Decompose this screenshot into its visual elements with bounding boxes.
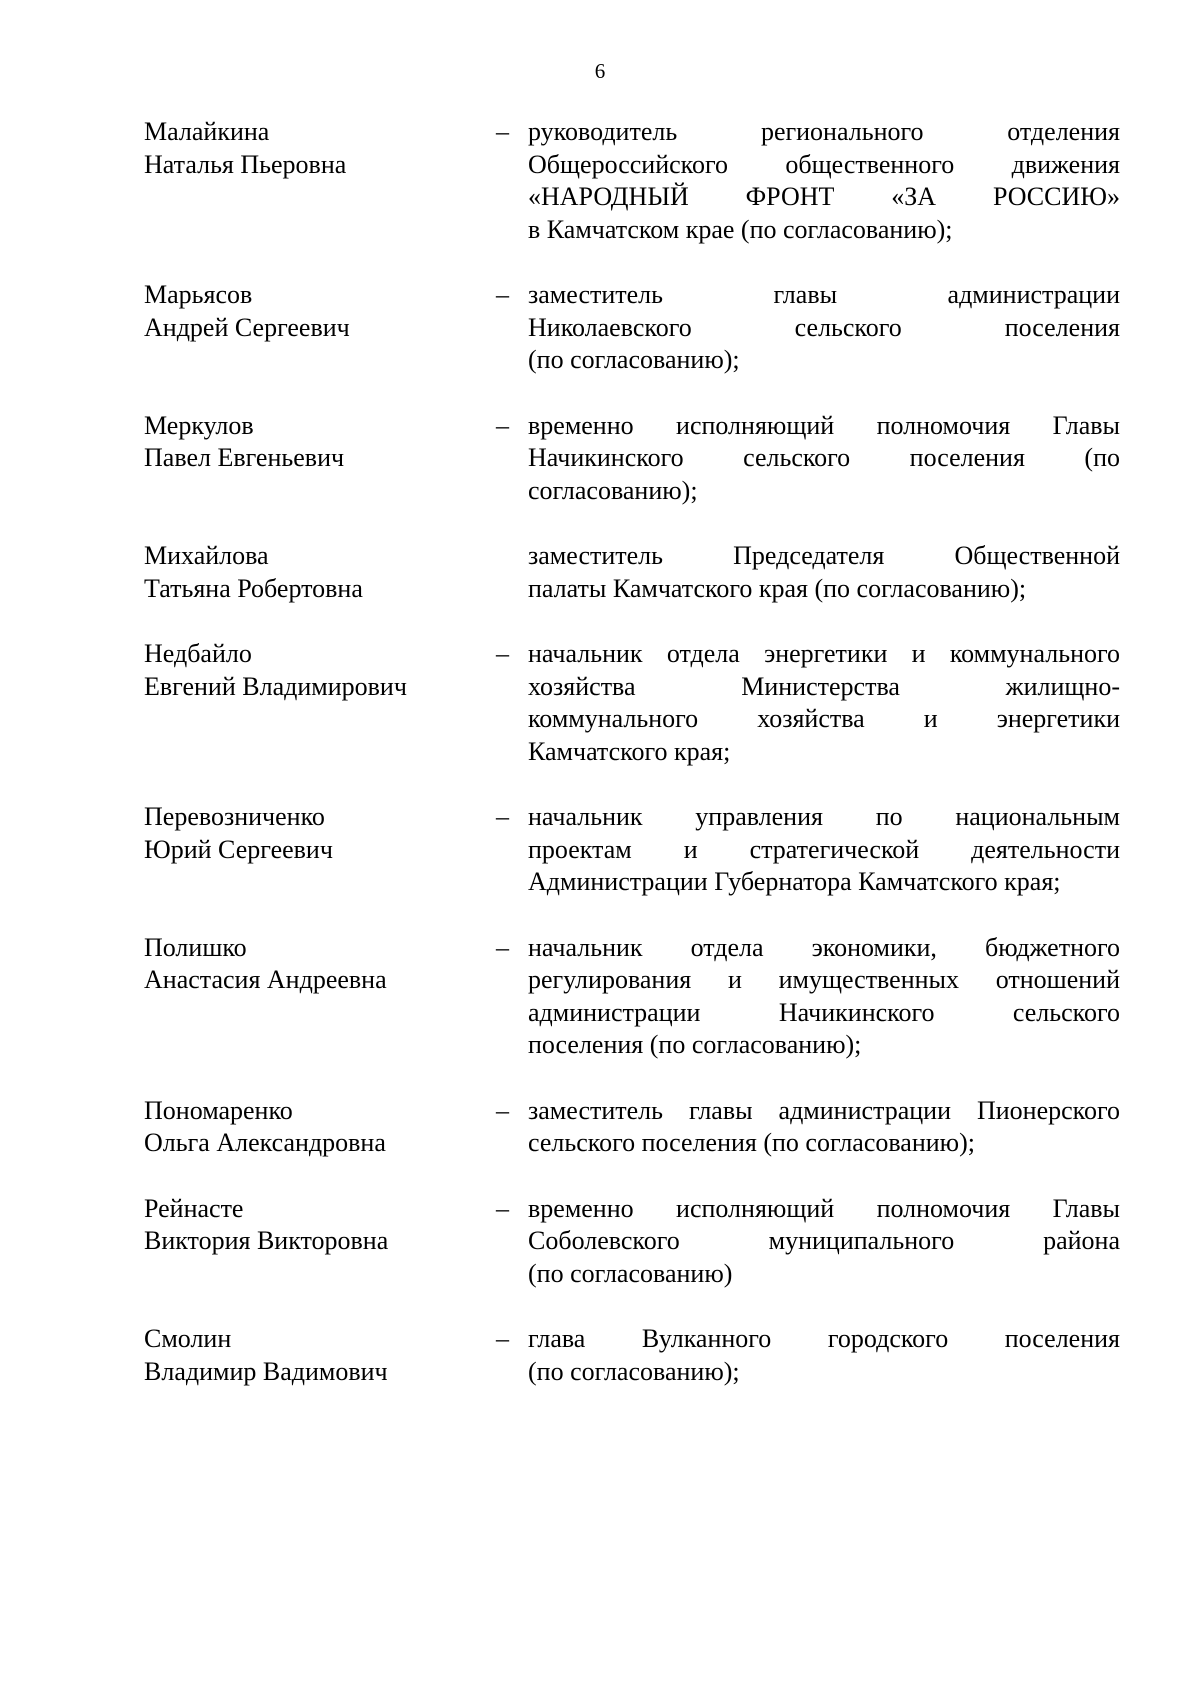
- position-line: Камчатского края;: [528, 736, 731, 766]
- member-given-names: Виктория Викторовна: [144, 1226, 389, 1255]
- position-line: Николаевского сельского поселения: [528, 312, 1120, 342]
- position-line: заместитель главы администрации: [528, 280, 1120, 309]
- member-surname: Меркулов: [144, 410, 254, 440]
- position-line: Общероссийского общественного движения: [528, 149, 1120, 179]
- entry-dash: [496, 540, 528, 605]
- position-line: заместитель главы администрации Пионерского: [528, 1095, 1120, 1125]
- member-name: [144, 116, 496, 246]
- position-line: согласованию);: [528, 475, 698, 505]
- position-line: регулирования и имущественных отношений: [528, 965, 1120, 994]
- member-surname: Марьясов: [144, 280, 253, 309]
- member-name: [144, 1323, 496, 1388]
- position-line: Администрации Губернатора Камчатского края;: [528, 867, 1061, 896]
- position-line: коммунального хозяйства и энергетики: [528, 704, 1120, 733]
- position-line: хозяйства Министерства жилищно-: [528, 671, 1120, 701]
- entry-dash: –: [496, 410, 509, 440]
- member-position: [528, 638, 1120, 768]
- position-line: «НАРОДНЫЙ ФРОНТ «ЗА РОССИЮ»: [528, 182, 1120, 211]
- member-entry: [144, 1193, 1120, 1291]
- position-line: поселения (по согласованию);: [528, 1030, 862, 1059]
- entry-dash: –: [496, 280, 509, 309]
- member-surname: Михайлова: [144, 541, 269, 570]
- member-entry: [144, 1323, 1120, 1388]
- member-name: [144, 279, 496, 377]
- member-given-names: Татьяна Робертовна: [144, 573, 363, 603]
- member-name: [144, 1193, 496, 1291]
- member-position: [528, 410, 1120, 508]
- member-given-names: Анастасия Андреевна: [144, 965, 387, 994]
- member-surname: Перевозниченко: [144, 802, 325, 831]
- member-given-names: Андрей Сергеевич: [144, 312, 350, 342]
- position-line: глава Вулканного городского поселения: [528, 1324, 1120, 1353]
- member-entry: [144, 116, 1120, 246]
- member-given-names: Павел Евгеньевич: [144, 443, 345, 472]
- member-entry: [144, 801, 1120, 899]
- member-position: [528, 801, 1120, 899]
- member-position: [528, 932, 1120, 1062]
- member-name: [144, 1095, 496, 1160]
- position-line: проектам и стратегической деятельности: [528, 834, 1120, 864]
- entry-dash: –: [496, 117, 509, 146]
- position-line: заместитель Председателя Общественной: [528, 541, 1120, 570]
- entry-dash: –: [496, 639, 509, 668]
- position-line: администрации Начикинского сельского: [528, 997, 1120, 1027]
- position-line: начальник управления по национальным: [528, 802, 1120, 831]
- member-position: [528, 279, 1120, 377]
- entry-dash: –: [496, 932, 509, 962]
- entry-dash: –: [496, 1324, 509, 1353]
- entry-dash: –: [496, 802, 509, 831]
- position-line: временно исполняющий полномочия Главы: [528, 1193, 1120, 1223]
- member-surname: Полишко: [144, 932, 247, 962]
- position-line: временно исполняющий полномочия Главы: [528, 410, 1120, 440]
- member-name: [144, 638, 496, 768]
- position-line: (по согласованию);: [528, 345, 740, 374]
- member-name: [144, 540, 496, 605]
- position-line: начальник отдела энергетики и коммунального: [528, 639, 1120, 668]
- member-given-names: Ольга Александровна: [144, 1128, 386, 1157]
- member-surname: Пономаренко: [144, 1095, 293, 1125]
- member-position: [528, 540, 1120, 605]
- member-position: [528, 1095, 1120, 1160]
- position-line: в Камчатском крае (по согласованию);: [528, 214, 953, 244]
- member-surname: Недбайло: [144, 639, 252, 668]
- position-line: руководитель регионального отделения: [528, 117, 1120, 146]
- member-entry: [144, 932, 1120, 1062]
- position-line: (по согласованию);: [528, 1356, 740, 1386]
- entry-dash: –: [496, 1095, 509, 1125]
- member-list: [144, 116, 1120, 1421]
- member-entry: [144, 1095, 1120, 1160]
- member-entry: [144, 540, 1120, 605]
- member-entry: [144, 279, 1120, 377]
- member-surname: Смолин: [144, 1324, 232, 1353]
- member-entry: [144, 410, 1120, 508]
- member-position: [528, 116, 1120, 246]
- position-line: сельского поселения (по согласованию);: [528, 1128, 975, 1157]
- position-line: Соболевского муниципального района: [528, 1226, 1120, 1255]
- position-line: Начикинского сельского поселения (по: [528, 443, 1120, 472]
- member-surname: Малайкина: [144, 117, 270, 146]
- member-name: [144, 801, 496, 899]
- member-position: [528, 1193, 1120, 1291]
- page-number: 6: [594, 59, 606, 83]
- member-given-names: Юрий Сергеевич: [144, 834, 333, 864]
- member-name: [144, 410, 496, 508]
- member-given-names: Евгений Владимирович: [144, 671, 407, 701]
- position-line: палаты Камчатского края (по согласованию);: [528, 573, 1027, 603]
- member-name: [144, 932, 496, 1062]
- member-given-names: Наталья Пьеровна: [144, 149, 347, 179]
- entry-dash: –: [496, 1193, 509, 1223]
- member-surname: Рейнасте: [144, 1193, 244, 1223]
- member-position: [528, 1323, 1120, 1388]
- member-given-names: Владимир Вадимович: [144, 1356, 388, 1386]
- position-line: (по согласованию): [528, 1258, 733, 1288]
- position-line: начальник отдела экономики, бюджетного: [528, 932, 1120, 962]
- member-entry: [144, 638, 1120, 768]
